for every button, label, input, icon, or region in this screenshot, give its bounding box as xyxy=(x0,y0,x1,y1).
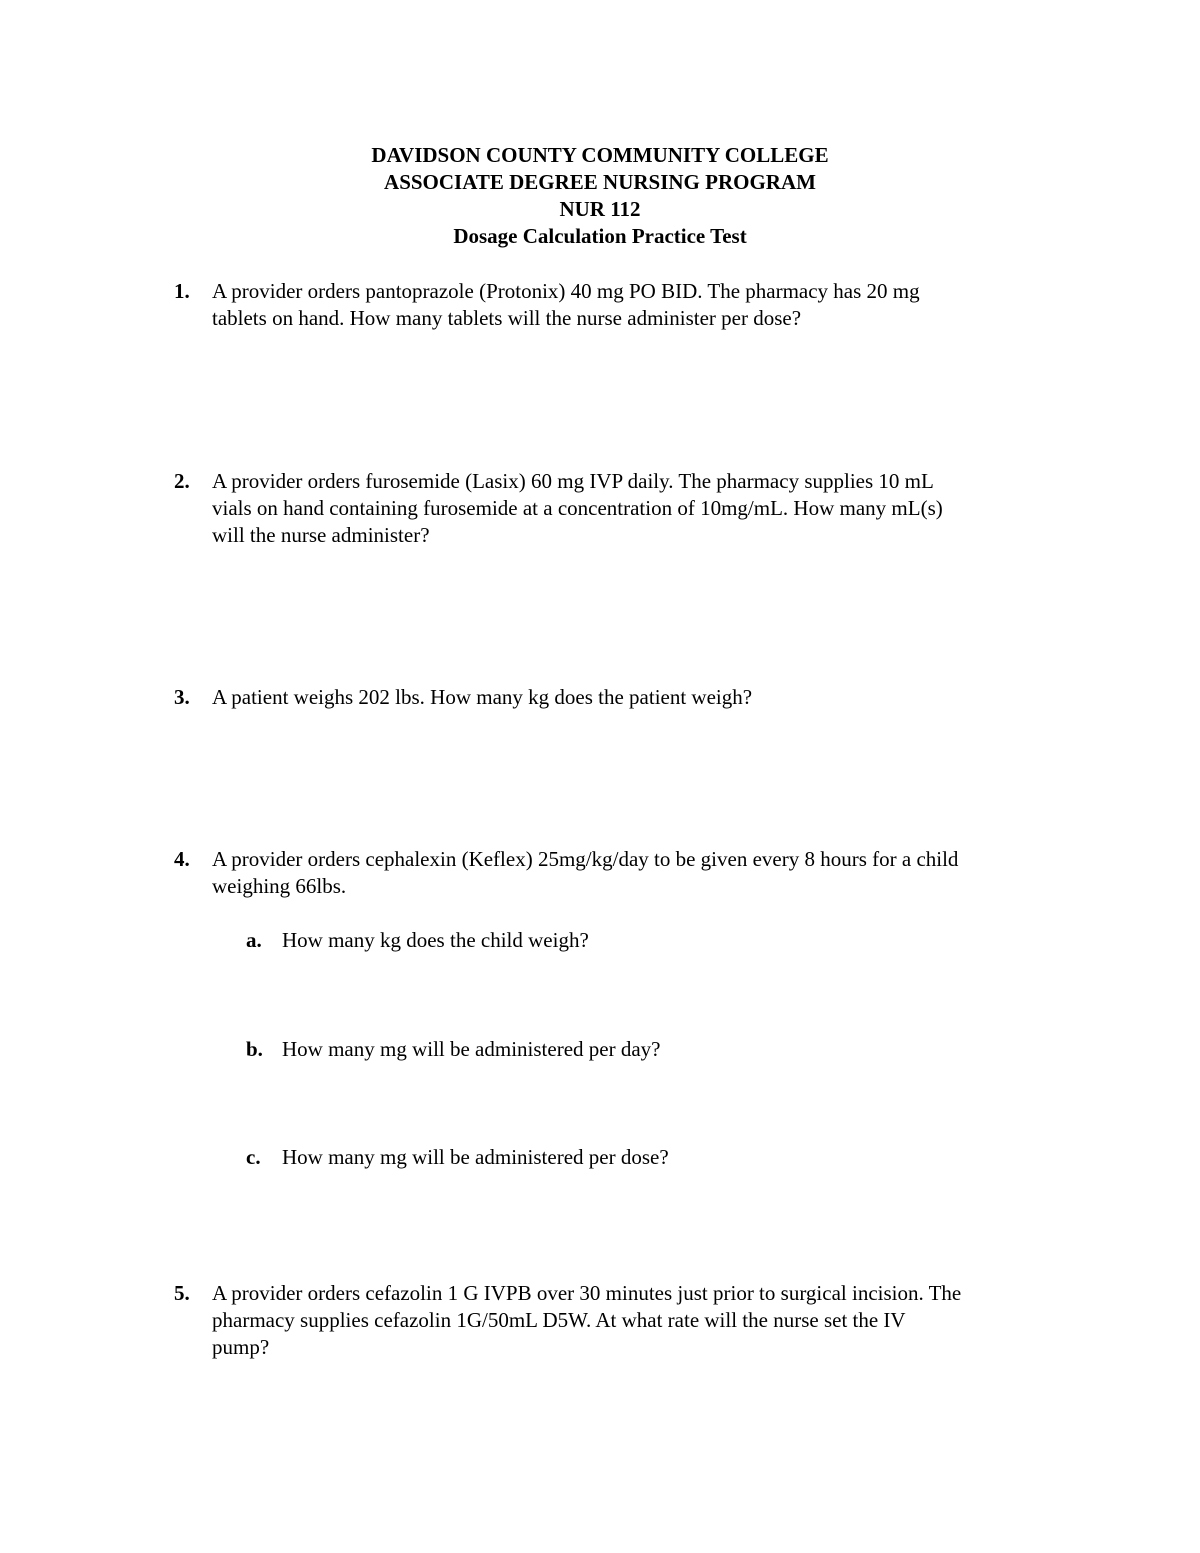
question-text xyxy=(212,684,1062,711)
question-line: A provider orders cephalexin (Keflex) 25mg/kg/day to be given every 8 hours for a child xyxy=(212,847,959,871)
question-text xyxy=(212,846,1062,900)
subquestion-letter: a. xyxy=(246,928,262,952)
question-line: will the nurse administer? xyxy=(212,523,430,547)
question-text xyxy=(212,278,1062,332)
question-line: A provider orders pantoprazole (Protonix) 40 mg PO BID. The pharmacy has 20 mg xyxy=(212,279,920,303)
question-number: 3. xyxy=(174,685,190,709)
question-line: A provider orders cefazolin 1 G IVPB over 30 minutes just prior to surgical incision. The xyxy=(212,1281,962,1305)
question-number: 5. xyxy=(174,1281,190,1305)
question-text xyxy=(212,1280,1062,1361)
question-text xyxy=(212,468,1062,549)
question-line: weighing 66lbs. xyxy=(212,874,347,898)
document-header xyxy=(0,142,1200,250)
question-line: pump? xyxy=(212,1335,270,1359)
subquestion-text: How many kg does the child weigh? xyxy=(282,928,589,952)
subquestion-letter: c. xyxy=(246,1145,261,1169)
question-number: 4. xyxy=(174,847,190,871)
question-line: pharmacy supplies cefazolin 1G/50mL D5W. At what rate will the nurse set the IV xyxy=(212,1308,906,1332)
question-line: vials on hand containing furosemide at a concentration of 10mg/mL. How many mL(s) xyxy=(212,496,943,520)
question-number: 1. xyxy=(174,279,190,303)
subquestion-text: How many mg will be administered per day? xyxy=(282,1037,661,1061)
question-line: tablets on hand. How many tablets will the nurse administer per dose? xyxy=(212,306,802,330)
question-line: A patient weighs 202 lbs. How many kg does the patient weigh? xyxy=(212,685,753,709)
subquestion-letter: b. xyxy=(246,1037,263,1061)
subquestion-text: How many mg will be administered per dose? xyxy=(282,1145,669,1169)
question-line: A provider orders furosemide (Lasix) 60 mg IVP daily. The pharmacy supplies 10 mL xyxy=(212,469,934,493)
test-title: Dosage Calculation Practice Test xyxy=(453,224,747,248)
program-name: ASSOCIATE DEGREE NURSING PROGRAM xyxy=(384,170,816,194)
college-name: DAVIDSON COUNTY COMMUNITY COLLEGE xyxy=(371,143,829,167)
course-code: NUR 112 xyxy=(559,197,641,221)
question-number: 2. xyxy=(174,469,190,493)
